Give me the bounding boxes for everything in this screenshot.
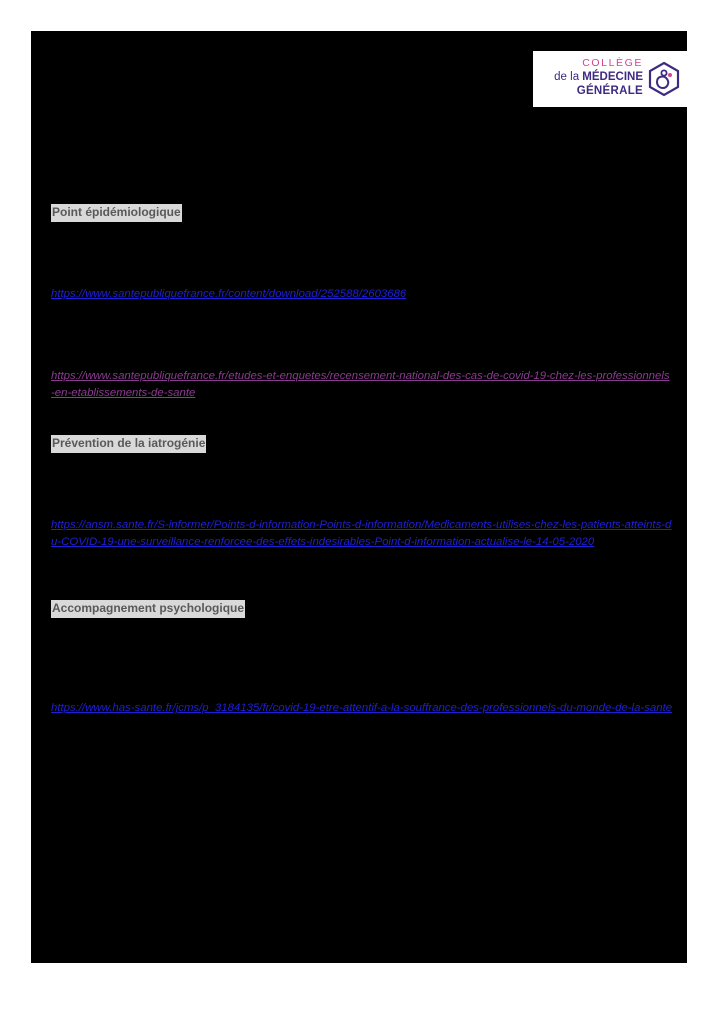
logo-wordmark [554,56,643,98]
link-santepubliquefrance-recensement[interactable]: https://www.santepubliquefrance.fr/etudes-et-enquetes/recensement-national-des-cas-de-covid-19-chez-les-professionnels-en-etablissements-de-sante [51,370,670,399]
heading-prevention-iatrogenie: Prévention de la iatrogénie [51,435,206,453]
college-medecine-generale-logo [533,51,687,107]
logo-line-generale: GÉNÉRALE [576,85,643,97]
link-has-sante-souffrance[interactable]: https://www.has-sante.fr/jcms/p_3184135/fr/covid-19-etre-attentif-a-la-souffrance-des-professionnels-du-monde-de-la-sante [51,702,673,714]
logo-line-medecine: de la MÉDECINE [554,71,643,83]
heading-accompagnement-psychologique: Accompagnement psychologique [51,600,245,618]
document-page [31,31,687,963]
logo-line-college: COLLÈGE [582,57,643,69]
heading-point-epidemiologique: Point épidémiologique [51,204,182,222]
hexagon-logo-icon [647,61,681,97]
link-ansm-medicaments[interactable]: https://ansm.sante.fr/S-informer/Points-d-information-Points-d-information/Medicaments-utilises-chez-les-patients-atteints-du-COVID-19-une-surveillance-renforcee-des-effets-indesirables-Point-d-information-actualise-le-14-05-2020 [51,519,672,548]
link-santepubliquefrance-download[interactable]: https://www.santepubliquefrance.fr/content/download/252588/2603686 [51,288,407,300]
